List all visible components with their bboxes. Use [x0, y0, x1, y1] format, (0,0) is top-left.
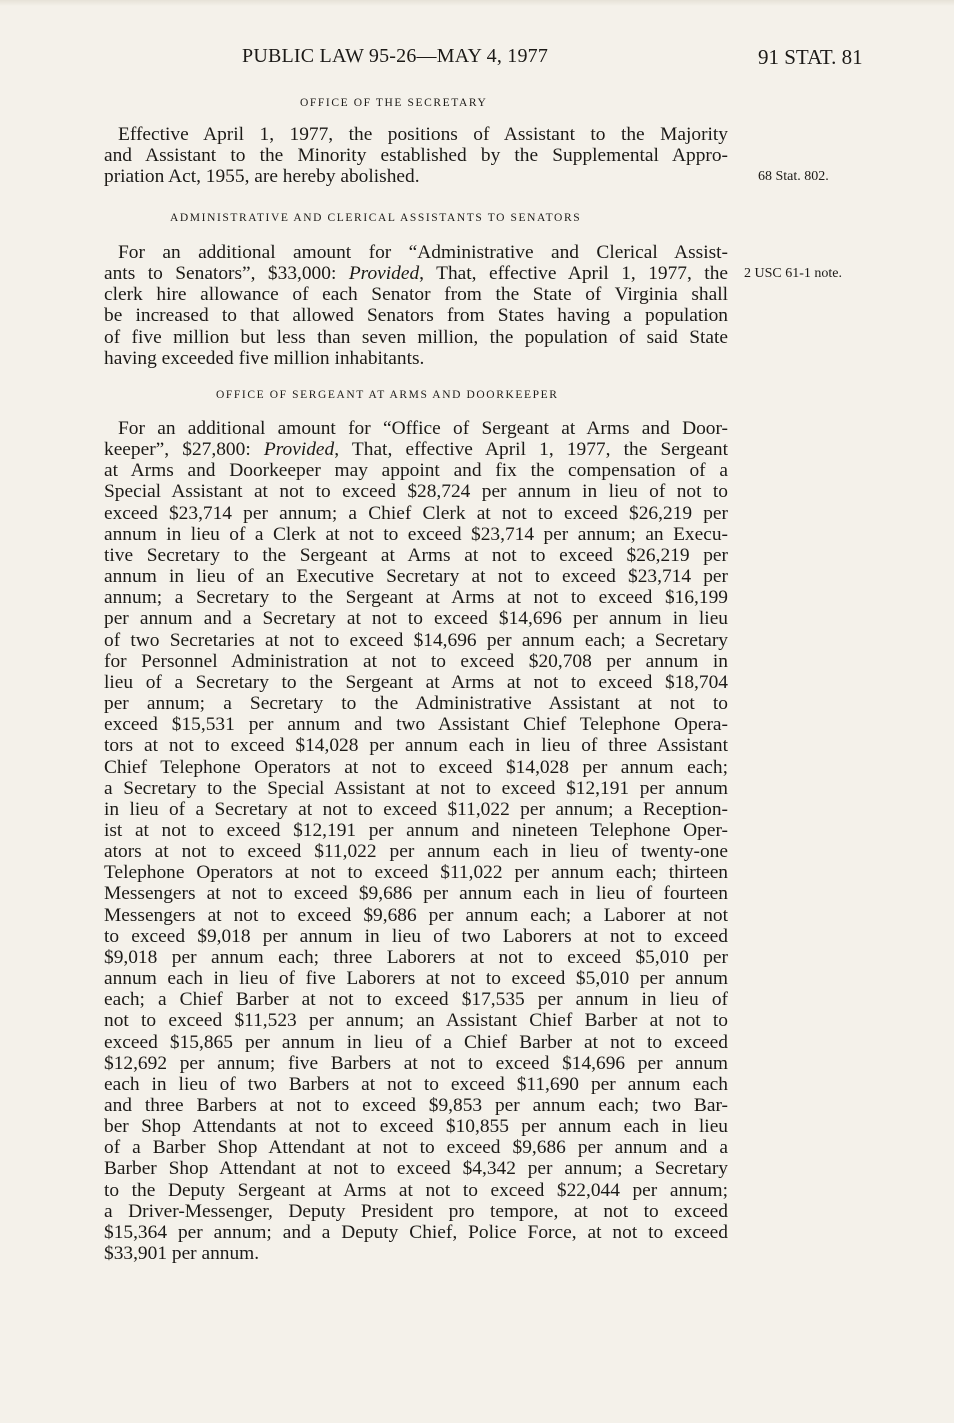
- text-line: of five million but less than seven million, the population of said State: [104, 326, 728, 348]
- text-line: and Assistant to the Minority established by the Supplemental Appro-: [104, 145, 728, 167]
- margin-citation: 68 Stat. 802.: [758, 169, 829, 184]
- section-body-sergeant-at-arms: [104, 418, 728, 1264]
- text-line: a Secretary to the Special Assistant at not to exceed $12,191 per annum: [104, 777, 728, 799]
- text-line: ators at not to exceed $11,022 per annum each in lieu of twenty-one: [104, 841, 728, 863]
- text-line: Messengers at not to exceed $9,686 per annum each in lieu of fourteen: [104, 883, 728, 905]
- section-body-office-of-the-secretary: [104, 124, 728, 187]
- text-line: lieu of a Secretary to the Sergeant at Arms at not to exceed $18,704: [104, 671, 728, 693]
- text-line: priation Act, 1955, are hereby abolished.: [104, 166, 420, 188]
- text-line: be increased to that allowed Senators from States having a population: [104, 305, 728, 327]
- text-line: per annum and a Secretary at not to exceed $14,696 per annum in lieu: [104, 608, 728, 630]
- text-line: annum in lieu of an Executive Secretary at not to exceed $23,714 per: [104, 566, 728, 588]
- text-line: clerk hire allowance of each Senator from the State of Virginia shall: [104, 284, 728, 306]
- text-line: a Driver-Messenger, Deputy President pro tempore, at not to exceed: [104, 1200, 728, 1222]
- section-body-administrative-clerical-assistants: [104, 242, 728, 369]
- text-line: exceed $15,531 per annum and two Assistant Chief Telephone Opera-: [104, 714, 728, 736]
- text-line: tors at not to exceed $14,028 per annum each in lieu of three Assistant: [104, 735, 728, 757]
- section-heading-sergeant-at-arms: OFFICE OF SERGEANT AT ARMS AND DOORKEEPER: [216, 389, 559, 401]
- text-line: exceed $15,865 per annum in lieu of a Chief Barber at not to exceed: [104, 1031, 728, 1053]
- text-line: Special Assistant at not to exceed $28,724 per annum in lieu of not to: [104, 481, 728, 503]
- text-line: for Personnel Administration at not to exceed $20,708 per annum in: [104, 650, 728, 672]
- text-line: For an additional amount for “Administrative and Clerical Assist-: [118, 242, 728, 263]
- section-heading-administrative-clerical-assistants: ADMINISTRATIVE AND CLERICAL ASSISTANTS TO SENATORS: [170, 212, 582, 224]
- text-line: exceed $23,714 per annum; a Chief Clerk at not to exceed $26,219 per: [104, 502, 728, 524]
- running-head: PUBLIC LAW 95-26—MAY 4, 1977: [242, 45, 549, 67]
- text-line: ber Shop Attendants at not to exceed $10,855 per annum each in lieu: [104, 1116, 728, 1138]
- text-line: Messengers at not to exceed $9,686 per annum each; a Laborer at not: [104, 904, 728, 926]
- text-line: annum each in lieu of five Laborers at not to exceed $5,010 per annum: [104, 968, 728, 990]
- text-line: of two Secretaries at not to exceed $14,696 per annum each; a Secretary: [104, 629, 728, 651]
- text-line: having exceeded five million inhabitants.: [104, 347, 425, 369]
- text-line: $9,018 per annum each; three Laborers at not to exceed $5,010 per: [104, 946, 728, 968]
- text-line: not to exceed $11,523 per annum; an Assistant Chief Barber at not to: [104, 1010, 728, 1032]
- text-line: $12,692 per annum; five Barbers at not to exceed $14,696 per annum: [104, 1052, 728, 1074]
- text-line: For an additional amount for “Office of Sergeant at Arms and Door-: [118, 418, 728, 439]
- text-line: ist at not to exceed $12,191 per annum and nineteen Telephone Oper-: [104, 819, 728, 841]
- text-line: and three Barbers at not to exceed $9,853 per annum each; two Bar-: [104, 1095, 728, 1116]
- text-line: annum; a Secretary to the Sergeant at Arms at not to exceed $16,199: [104, 587, 728, 609]
- text-line-with-provided: keeper”, $27,800: Provided, That, effective April 1, 1977, the Sergeant: [104, 439, 728, 461]
- text-line: per annum; a Secretary to the Administrative Assistant at not to: [104, 693, 728, 715]
- text-line: Barber Shop Attendant at not to exceed $4,342 per annum; a Secretary: [104, 1158, 728, 1180]
- text-line: annum in lieu of a Clerk at not to exceed $23,714 per annum; an Execu-: [104, 523, 728, 545]
- text-line: Effective April 1, 1977, the positions of Assistant to the Majority: [118, 124, 728, 145]
- section-heading-office-of-the-secretary: OFFICE OF THE SECRETARY: [300, 97, 488, 109]
- text-line-with-provided: ants to Senators”, $33,000: Provided, That, effective April 1, 1977, the: [104, 263, 728, 285]
- page-folio: 91 STAT. 81: [758, 45, 863, 69]
- text-line: to the Deputy Sergeant at Arms at not to exceed $22,044 per annum;: [104, 1179, 728, 1201]
- text-line: of a Barber Shop Attendant at not to exceed $9,686 per annum and a: [104, 1137, 728, 1159]
- text-line: each in lieu of two Barbers at not to exceed $11,690 per annum each: [104, 1073, 728, 1095]
- page-edge-shadow: [0, 0, 954, 6]
- text-line: Chief Telephone Operators at not to exceed $14,028 per annum each;: [104, 756, 728, 778]
- text-line: each; a Chief Barber at not to exceed $17,535 per annum in lieu of: [104, 989, 728, 1011]
- text-line: $33,901 per annum.: [104, 1243, 260, 1265]
- text-line: at Arms and Doorkeeper may appoint and fix the compensation of a: [104, 460, 728, 482]
- margin-citation: 2 USC 61-1 note.: [744, 266, 842, 281]
- text-line: to exceed $9,018 per annum in lieu of two Laborers at not to exceed: [104, 925, 728, 947]
- text-line: Telephone Operators at not to exceed $11,022 per annum each; thirteen: [104, 862, 728, 884]
- text-line: tive Secretary to the Sergeant at Arms at not to exceed $26,219 per: [104, 544, 728, 566]
- text-line: in lieu of a Secretary at not to exceed $11,022 per annum; a Reception-: [104, 798, 728, 820]
- text-line: $15,364 per annum; and a Deputy Chief, Police Force, at not to exceed: [104, 1221, 728, 1243]
